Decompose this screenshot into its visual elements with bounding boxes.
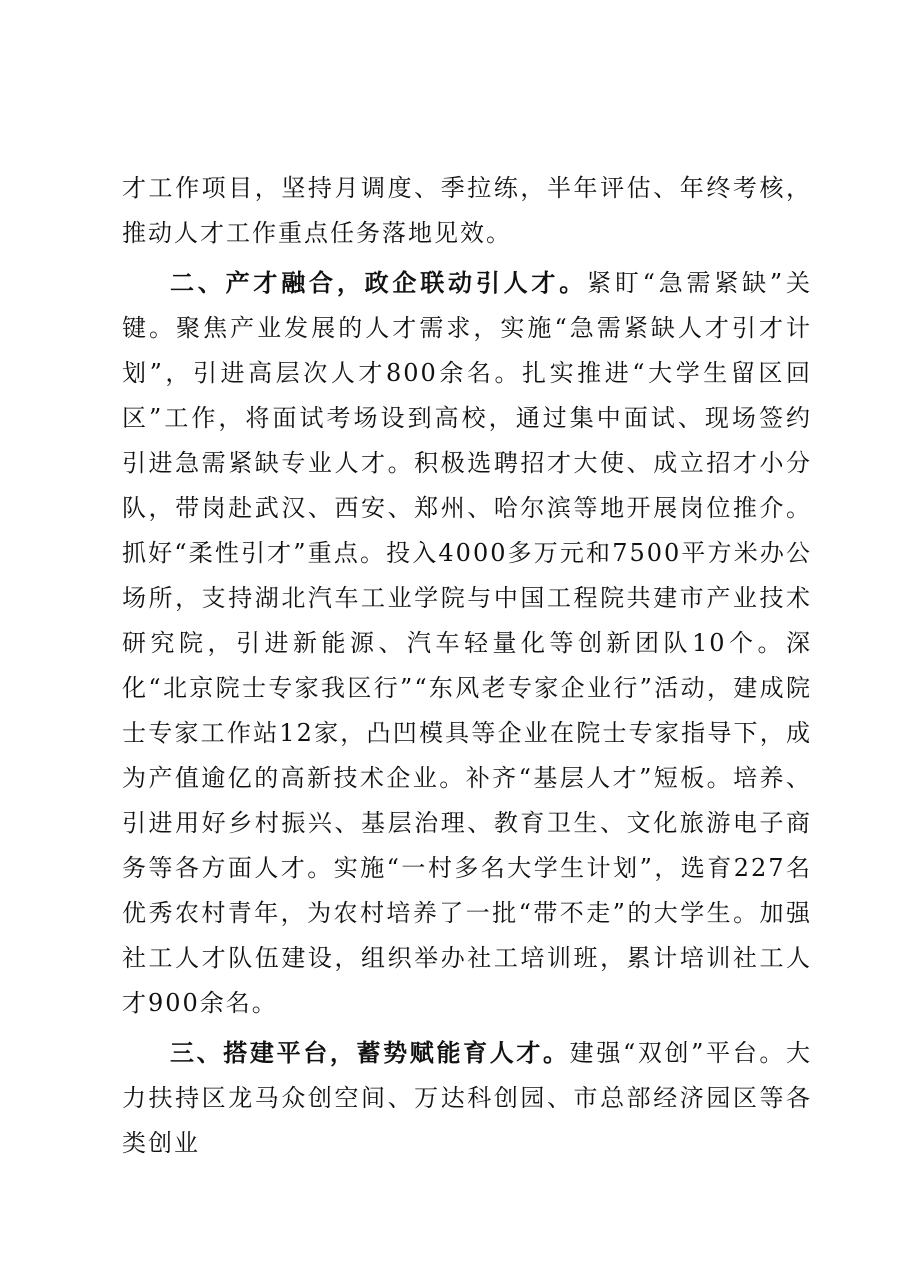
paragraph-body: 紧盯“急需紧缺”关键。聚焦产业发展的人才需求，实施“急需紧缺人才引才计划”，引进高层次人才800余名。扎实推进“大学生留区回区”工作，将面试考场设到高校，通过集中面试、现场签约引进急需紧缺专业人才。积极选聘招才大使、成立招才小分队，带岗赴武汉、西安、郑州、哈尔滨等地开展岗位推介。抓好“柔性引才”重点。投入4000多万元和7500平方米办公场所，支持湖北汽车工业学院与中国工程院共建市产业技术研究院，引进新能源、汽车轻量化等创新团队10个。深化“北京院士专家我区行”“东风老专家企业行”活动，建成院士专家工作站12家，凸凹模具等企业在院士专家指导下，成为产值逾亿的高新技术企业。补齐“基层人才”短板。培养、引进用好乡村振兴、基层治理、教育卫生、文化旅游电子商务等各方面人才。实施“一村多名大学生计划”，选育227名优秀农村青年，为农村培养了一批“带不走”的大学生。加强社工人才队伍建设，组织举办社工培训班，累计培训社工人才900余名。	[122, 269, 813, 1017]
section-heading: 三、搭建平台，蓄势赋能育人才。	[170, 1038, 570, 1067]
paragraph-section-three	[122, 1030, 812, 1166]
paragraph-section-two	[122, 260, 812, 1026]
section-heading: 二、产才融合，政企联动引人才。	[170, 268, 588, 297]
paragraph-body: 才工作项目，坚持月调度、季拉练，半年评估、年终考核，推动人才工作重点任务落地见效。	[122, 174, 812, 247]
paragraph-body: 建强“双创”平台。大力扶持区龙马众创空间、万达科创园、市总部经济园区等各类创业	[122, 1039, 813, 1157]
document-body	[122, 166, 812, 1166]
paragraph-continuation	[122, 166, 812, 256]
